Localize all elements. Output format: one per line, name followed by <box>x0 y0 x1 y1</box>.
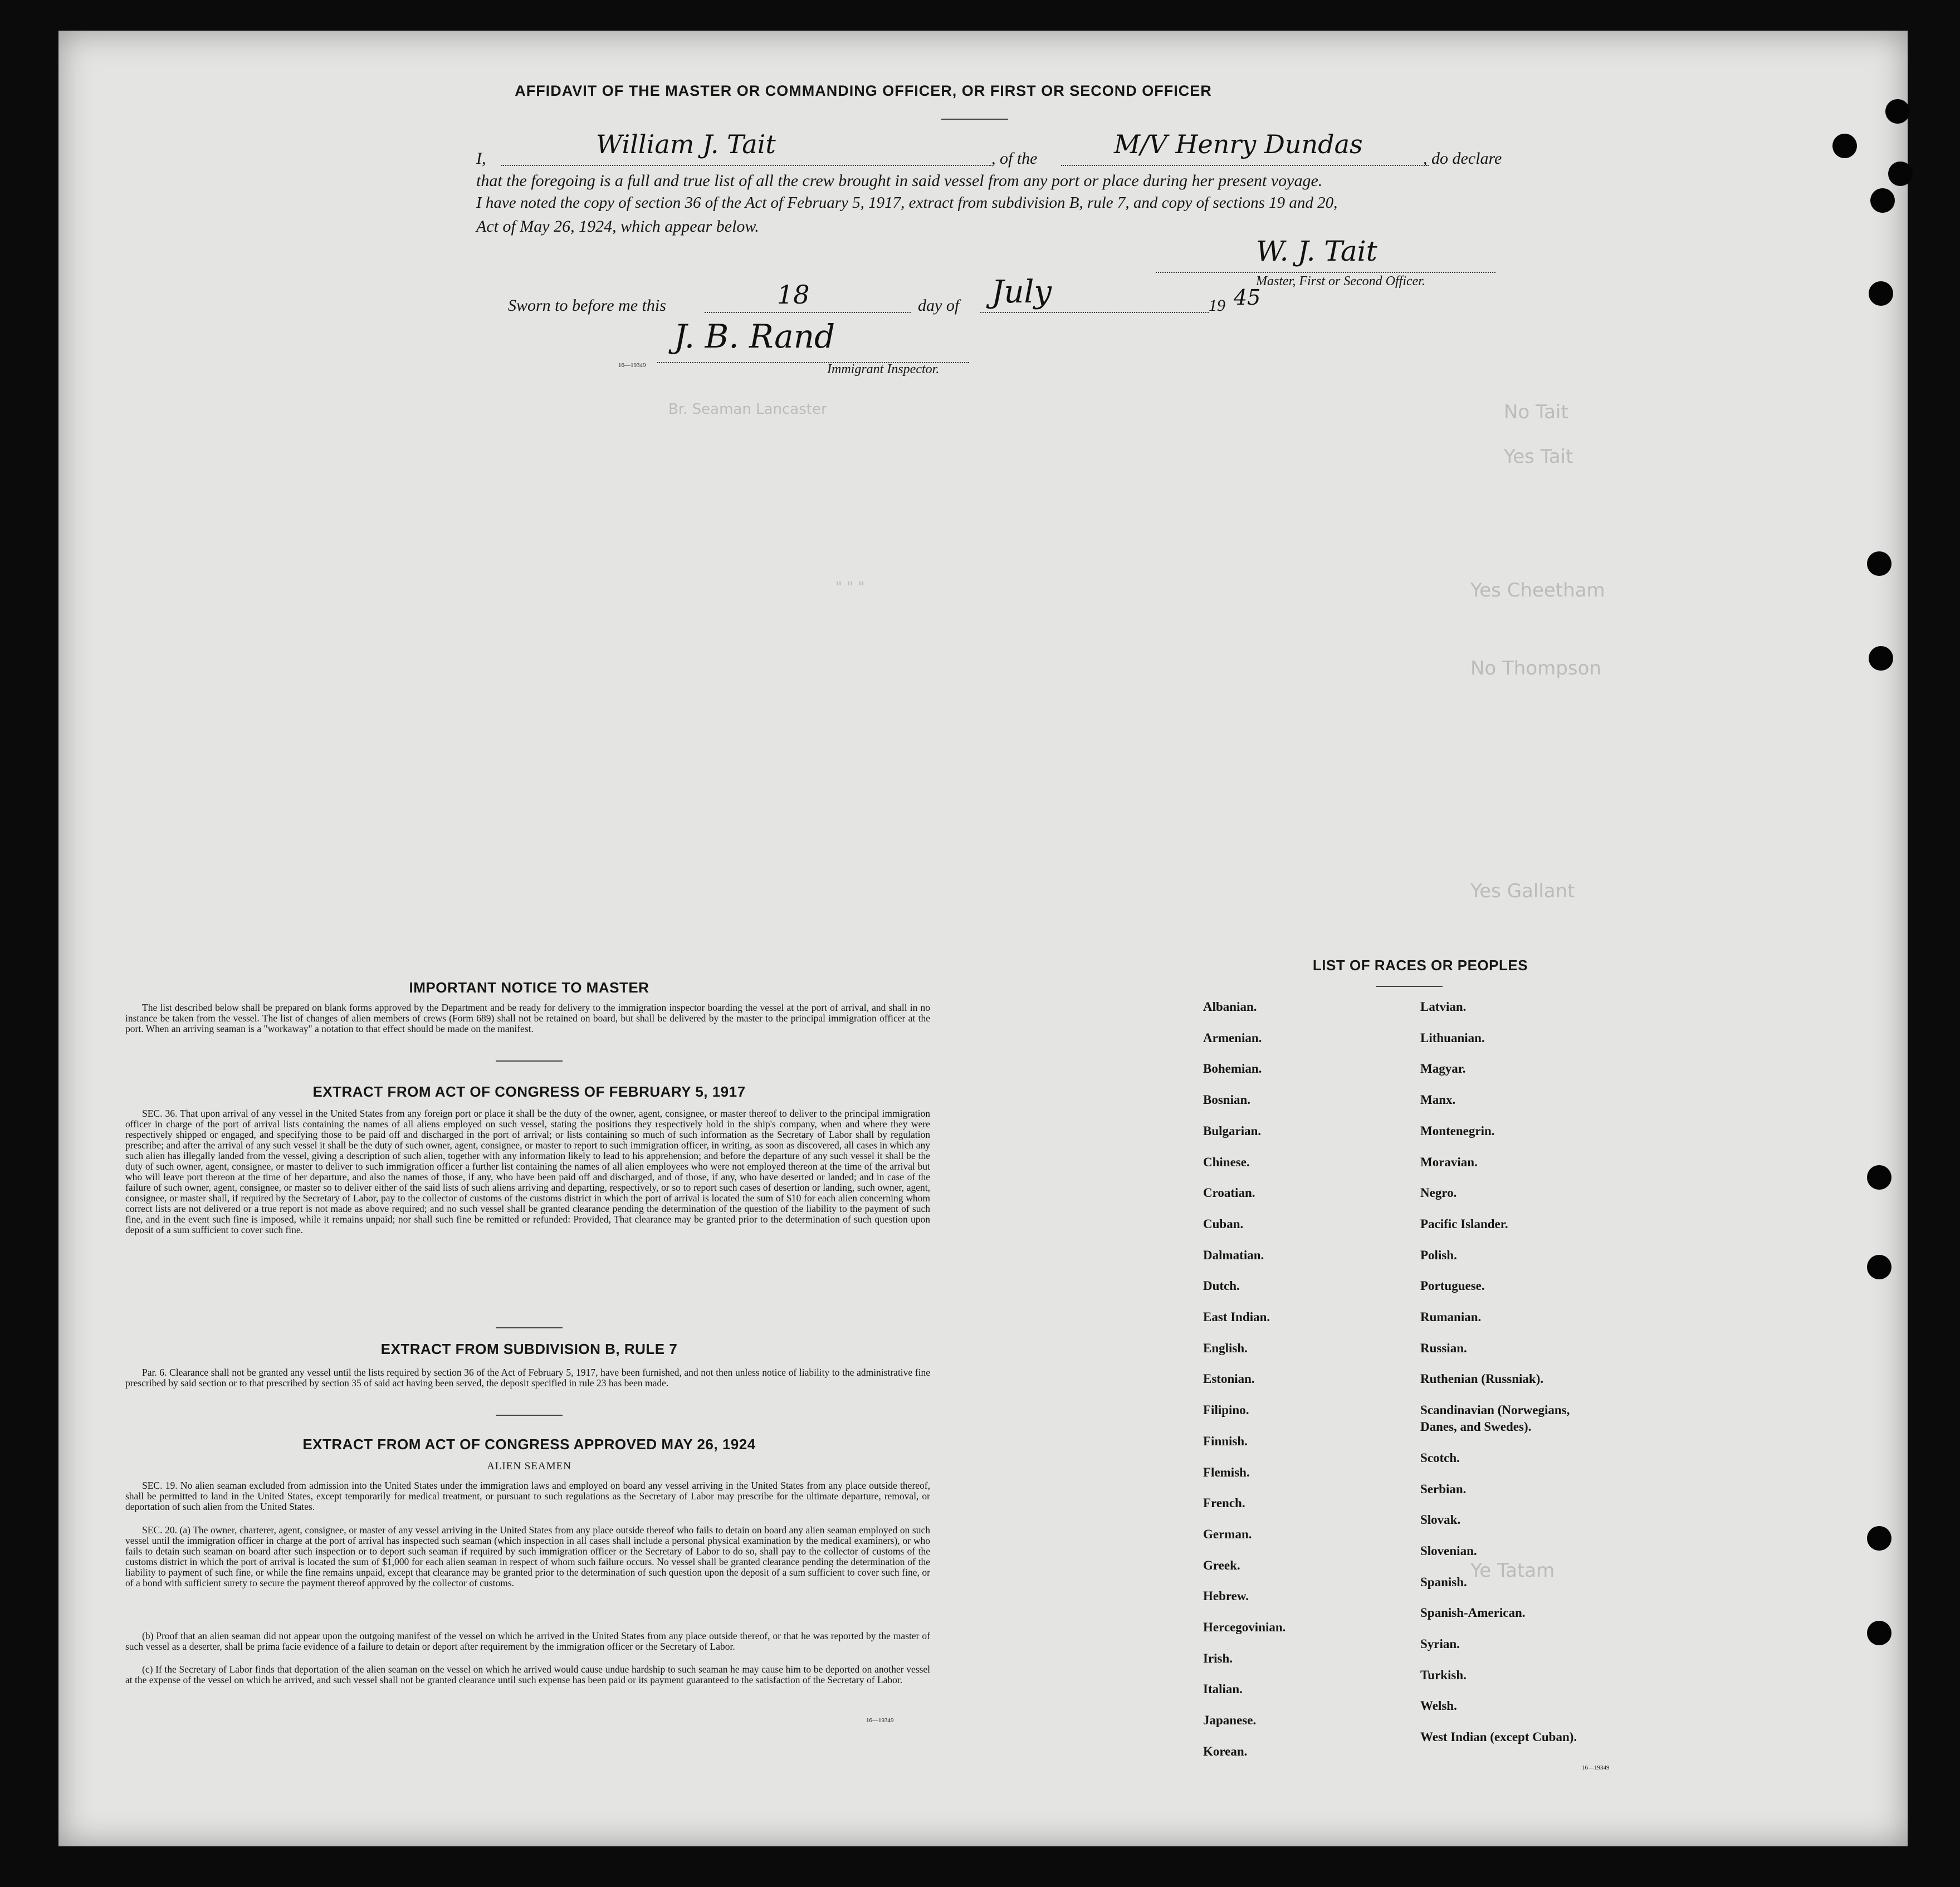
race-item: Dalmatian. <box>1203 1248 1264 1262</box>
extract3-sec20c: (c) If the Secretary of Labor finds that deportation of the alien seaman on the vessel on which he arrived would cause undue hardship to such seaman he may cause him to be deported on another vessel at the expense of the vessel on which he arrived, and such vessel shall not be granted clearance until such expense has been paid or its payment guaranteed to the satisfaction of the Secretary of Labor. <box>125 1664 930 1685</box>
bleed-through-text: " " " <box>835 579 865 596</box>
race-item: Finnish. <box>1203 1434 1248 1448</box>
race-item: Portuguese. <box>1420 1279 1485 1293</box>
race-item: Flemish. <box>1203 1465 1250 1479</box>
notice-heading: IMPORTANT NOTICE TO MASTER <box>409 979 649 996</box>
form-number-races: 16—19349 <box>1582 1764 1610 1771</box>
race-item: Armenian. <box>1203 1030 1262 1045</box>
affidavit-line-3: I have noted the copy of section 36 of the Act of February 5, 1917, extract from subdivision B, rule 7, and copy of sections 19 and 20, <box>476 194 1338 212</box>
race-item: Scotch. <box>1420 1450 1460 1465</box>
signer-name-line <box>501 165 991 166</box>
binder-hole <box>1867 551 1891 576</box>
day-of-label: day of <box>918 296 960 315</box>
binder-hole <box>1869 646 1893 671</box>
race-item: Bosnian. <box>1203 1093 1251 1107</box>
race-item: Bulgarian. <box>1203 1123 1262 1138</box>
extract2-heading: EXTRACT FROM SUBDIVISION B, RULE 7 <box>380 1341 678 1357</box>
affidavit-title: AFFIDAVIT OF THE MASTER OR COMMANDING OFFICER, OR FIRST OR SECOND OFFICER <box>515 82 1212 99</box>
signer-name: William J. Tait <box>596 129 776 159</box>
race-item: Cuban. <box>1203 1216 1244 1231</box>
binder-hole <box>1867 1255 1891 1279</box>
binder-hole <box>1867 1621 1891 1645</box>
race-item: English. <box>1203 1341 1248 1355</box>
binder-hole <box>1888 162 1913 186</box>
affidavit-declare: , do declare <box>1423 149 1502 168</box>
extract2-text: Par. 6. Clearance shall not be granted any vessel until the lists required by section 36 of the Act of February 5, 1917, have been furnished, and not then unless notice of liability to the administrative fine prescribed by said section or to that prescribed by section 35 of said act having been served, the deposit specified in rule 23 has been made. <box>125 1367 930 1389</box>
vessel-name-line <box>1061 165 1429 166</box>
race-item: Rumanian. <box>1420 1310 1482 1324</box>
inspector-signature: J. B. Rand <box>674 317 835 355</box>
race-item: Italian. <box>1203 1682 1243 1697</box>
race-item: Estonian. <box>1203 1372 1255 1386</box>
bleed-through-text: No Thompson <box>1470 657 1601 679</box>
title-rule <box>941 119 1008 120</box>
extract3-sec19: SEC. 19. No alien seaman excluded from admission into the United States under the immigration laws and employed on board any vessel arriving in the United States from any place outside thereof, shall be permitted to land in the United States, except temporarily for medical treatment, or pursuant to such regulations as the Secretary of Labor may prescribe for the ultimate departure, removal, or deportation of such alien from the United States. <box>125 1480 930 1512</box>
sworn-prefix: Sworn to before me this <box>508 296 666 315</box>
race-item: Moravian. <box>1420 1155 1478 1169</box>
sworn-day-line <box>705 312 911 313</box>
year-prefix: 19 <box>1209 296 1225 315</box>
race-item: Negro. <box>1420 1186 1457 1200</box>
master-signature-line <box>1156 272 1495 273</box>
bleed-through-text: Yes Tait <box>1504 446 1573 468</box>
binder-hole <box>1867 1165 1891 1190</box>
notice-rule <box>496 1060 563 1062</box>
race-item: Hebrew. <box>1203 1589 1249 1604</box>
notice-text: The list described below shall be prepared on blank forms approved by the Department and be ready for delivery to the immigration inspector boarding the vessel at the port of arrival, and shall in no instance be taken from the vessel. The list of changes of alien members of crews (Form 689) shall not be retained on board, but shall be delivered by the master to the principal immigration officer at the port. When an arriving seaman is a "workaway" a notation to that effect should be made on the manifest. <box>125 1002 930 1034</box>
binder-hole <box>1870 188 1895 213</box>
race-item: Turkish. <box>1420 1668 1467 1682</box>
race-item: Syrian. <box>1420 1637 1460 1651</box>
race-item: Magyar. <box>1420 1062 1466 1076</box>
extract1-text: SEC. 36. That upon arrival of any vessel in the United States from any foreign port or place it shall be the duty of the owner, agent, consignee, or master thereof to deliver to the principal immigration officer in charge of the port of arrival lists containing the names of all aliens employed on such vessel, stating the positions they respectively hold in the ship's company, when and where they were respectively shipped or engaged, and specifying those to be paid off and discharged in the port of arrival; or lists containing so much of such information as the Secretary of Labor shall by regulation prescribe; and after the arrival of any such vessel it shall be the duty of such owner, agent, consignee, or master to report to such immigration officer, in writing, as soon as discovered, all cases in which any such alien has illegally landed from the vessel, giving a description of such alien, together with any information likely to lead to his apprehension; and before the departure of any such vessel it shall be the duty of such owner, agent, consignee, or master to deliver to such immigration officer a further list containing the names of all alien employees who were not employed thereon at the time of the arrival but who will leave port thereon at the time of her departure, and also the names of those, if any, who have been paid off and discharged, and of those, if any, who have deserted or landed; and in case of the failure of such owner, agent, consignee, or master so to deliver either of the said lists of such aliens arriving and departing, respectively, or so to report such cases of desertion or landing, such owner, agent, consignee, or master shall, if required by the Secretary of Labor, pay to the collector of customs of the customs district in which the port of arrival is located the sum of $10 for each alien concerning whom correct lists are not delivered or a true report is not made as above required; and no such vessel shall be granted clearance pending the determination of the question of the liability to the payment of such fine, and in the event such fine is imposed, while it remains unpaid; nor shall such fine be remitted or refunded: Provided, That clearance may be granted prior to the determination of such question upon deposit of a sum sufficient to cover such fine. <box>125 1108 930 1235</box>
year-suffix: 45 <box>1234 285 1261 310</box>
race-item: East Indian. <box>1203 1310 1270 1324</box>
extract2-rule <box>496 1415 563 1416</box>
race-item: Danes, and Swedes). <box>1420 1420 1532 1434</box>
race-item: Serbian. <box>1420 1482 1467 1496</box>
form-number-top: 16—19349 <box>618 362 646 369</box>
race-item: Irish. <box>1203 1651 1233 1665</box>
race-item: Slovenian. <box>1420 1543 1477 1558</box>
race-item: Slovak. <box>1420 1513 1461 1527</box>
race-item: Scandinavian (Norwegians, <box>1420 1403 1570 1417</box>
race-item: Spanish. <box>1420 1575 1467 1589</box>
vessel-name: M/V Henry Dundas <box>1114 129 1363 159</box>
sworn-month-line <box>980 312 1209 313</box>
bleed-through-text: Br. Seaman Lancaster <box>668 401 827 418</box>
extract1-rule <box>496 1327 563 1328</box>
sworn-day: 18 <box>777 280 810 310</box>
race-item: Bohemian. <box>1203 1062 1262 1076</box>
sworn-month: July <box>991 274 1052 310</box>
extract3-heading: EXTRACT FROM ACT OF CONGRESS APPROVED MAY 26, 1924 <box>302 1436 756 1453</box>
race-item: Russian. <box>1420 1341 1467 1355</box>
race-item: Filipino. <box>1203 1403 1249 1417</box>
binder-hole <box>1867 1526 1891 1551</box>
race-item: Croatian. <box>1203 1186 1255 1200</box>
races-rule <box>1376 986 1443 987</box>
extract3-sec20a: SEC. 20. (a) The owner, charterer, agent, consignee, or master of any vessel arriving in the United States from any place outside thereof who fails to detain on board any alien seaman employed on such vessel until the immigration officer in charge at the port of arrival has inspected such seaman (which inspection in all cases shall include a personal physical examination by the medical examiners), or who fails to detain such seaman on board after such inspection or to deport such seaman if required by such immigration officer or the Secretary of Labor to do so, shall pay to the collector of customs of the customs district in which the port of arrival is located the sum of $1,000 for each alien seaman in respect of whom such failure occurs. No vessel shall be granted clearance pending the determination of the liability to payment of such fine, or while the fine remains unpaid, except that clearance may be granted prior to the determination of such question upon the deposit of a sum sufficient to cover such fine, or of a bond with sufficient surety to secure the payment thereof approved by the collector of customs. <box>125 1524 930 1588</box>
race-item: German. <box>1203 1527 1252 1541</box>
race-item: Chinese. <box>1203 1155 1250 1169</box>
race-item: Pacific Islander. <box>1420 1216 1508 1231</box>
race-item: Lithuanian. <box>1420 1030 1485 1045</box>
race-item: Korean. <box>1203 1744 1248 1758</box>
races-heading: LIST OF RACES OR PEOPLES <box>1312 957 1528 974</box>
extract3-subheading: ALIEN SEAMEN <box>487 1460 571 1472</box>
race-item: Dutch. <box>1203 1279 1240 1293</box>
race-item: Greek. <box>1203 1558 1240 1572</box>
affidavit-line-2: that the foregoing is a full and true list of all the crew brought in said vessel from any port or place during her present voyage. <box>476 172 1323 190</box>
race-item: Montenegrin. <box>1420 1123 1495 1138</box>
race-item: West Indian (except Cuban). <box>1420 1730 1577 1744</box>
form-number-bottom: 16—19349 <box>866 1717 894 1724</box>
affidavit-line-4: Act of May 26, 1924, which appear below. <box>476 217 759 236</box>
binder-hole <box>1869 281 1893 306</box>
binder-hole <box>1832 134 1857 158</box>
race-item: French. <box>1203 1496 1245 1510</box>
race-item: Spanish-American. <box>1420 1606 1526 1620</box>
affidavit-i: I, <box>476 149 486 168</box>
affidavit-of-the: , of the <box>991 149 1038 168</box>
race-item: Albanian. <box>1203 1000 1257 1014</box>
binder-hole <box>1885 99 1910 124</box>
bleed-through-text: Ye Tatam <box>1470 1560 1555 1582</box>
race-item: Japanese. <box>1203 1713 1257 1728</box>
race-item: Welsh. <box>1420 1699 1457 1713</box>
race-item: Latvian. <box>1420 1000 1467 1014</box>
race-item: Polish. <box>1420 1248 1457 1262</box>
inspector-caption: Immigrant Inspector. <box>827 362 940 377</box>
race-item: Hercegovinian. <box>1203 1620 1286 1634</box>
extract1-heading: EXTRACT FROM ACT OF CONGRESS OF FEBRUARY 5, 1917 <box>312 1083 746 1100</box>
bleed-through-text: Yes Gallant <box>1470 880 1575 902</box>
extract3-sec20b: (b) Proof that an alien seaman did not appear upon the outgoing manifest of the vessel on which he arrived in the United States from any place outside thereof, or that he was reported by the master of such vessel as a deserter, shall be prima facie evidence of a failure to detain or deport after requirement by the immigration officer or the Secretary of Labor. <box>125 1630 930 1652</box>
race-item: Manx. <box>1420 1093 1456 1107</box>
master-caption: Master, First or Second Officer. <box>1256 274 1425 289</box>
bleed-through-text: Yes Cheetham <box>1470 579 1605 602</box>
race-item: Ruthenian (Russniak). <box>1420 1372 1544 1386</box>
master-signature: W. J. Tait <box>1256 235 1377 267</box>
bleed-through-text: No Tait <box>1504 401 1568 423</box>
